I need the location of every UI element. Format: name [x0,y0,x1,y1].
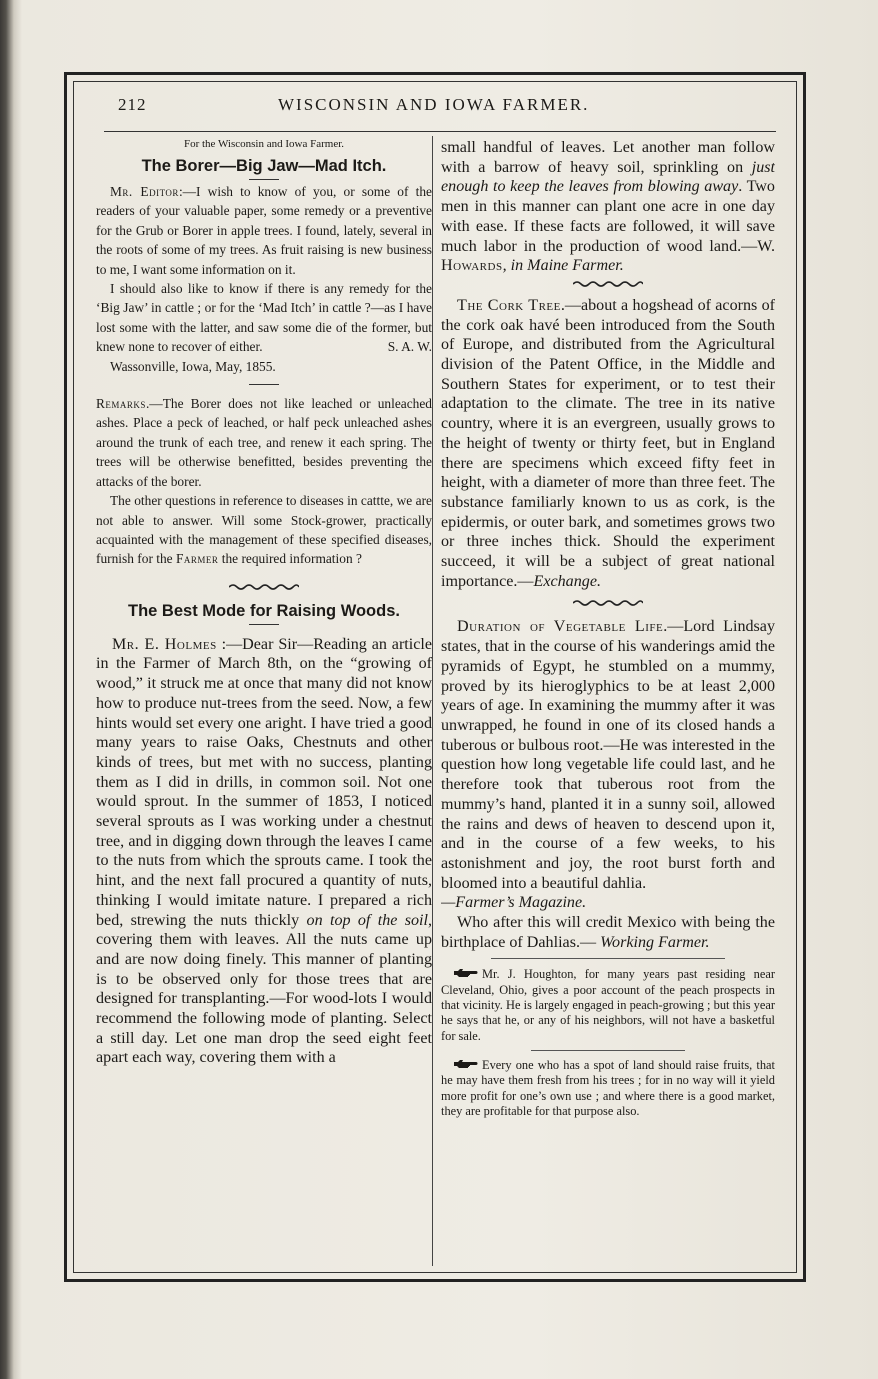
remarks-paragraph: The other questions in reference to diseases in cattte, we are not able to answer. Will some Stock-grower, practically acquainted with the management of these specified diseases, furnish for the Farmer the required information ? [96,493,432,567]
pointing-hand-icon [453,1059,479,1070]
article-body: small handful of leaves. Let another man follow with a barrow of heavy soil, sprinkling on just enough to keep the leaves from blowing away. Two men in this manner can plant one acre in one day with ease. If these facts are followed, it will save much labor in the production of wood land.—W. Howards, in Maine Farmer. [441,139,775,275]
article-body: Mr. E. Holmes :—Dear Sir—Reading an article in the Farmer of March 8th, on the “growing of wood,” it struck me at once that many did not know how to produce nut-trees from the seed. Now, a few hints would set every one aright. I have tried a good many years to raise Oaks, Chestnuts and other kinds of trees, but met with no success, planting them as I did in drills, in common soil. Not one would sprout. In the summer of 1853, I noticed several sprouts as I was working under a chestnut tree, and in digging down through the leaves I came to the nuts from which the sprouts came. I took the hint, and the next fall procured a quantity of nuts, thinking I would imitate nature. I prepared a rich bed, strewing the nuts thickly on top of the soil, covering them with leaves. All the nuts came up and are now doing finely. This manner of planting is to be observed only for those trees that are designed for transplanting.—For wood-lots I would recommend the following mode of planting. Select a still day. Let one man drop the seed eight feet apart each way, covering them with a [96,635,432,1067]
initials: S. A. W. [387,339,432,355]
section-title: The Cork Tree [457,296,561,314]
pointing-hand-icon [453,968,479,979]
wavy-ornament-icon [229,583,299,591]
remarks-paragraph: Remarks.—The Borer does not like leached or unleached ashes. Place a peck of leached, or half peck unleached ashes around the trunk of each tree, and renew it each spring. The trees will be otherwise benefitted, besides preventing the attacks of the borer. [96,396,432,489]
letter-paragraph: I should also like to know if there is any remedy for the ‘Big Jaw’ in cattle ; or for the ‘Mad Itch’ in cattle ?—as I have lost some with the latter, and saw some die of the former, but knew none to recover of either. S. A. W. [96,279,432,357]
salutation: Mr. E. Holmes [112,635,217,653]
left-column [96,138,432,1266]
section-rule [491,958,725,959]
letter-paragraph: Mr. Editor:—I wish to know of you, or some of the readers of your valuable paper, some remedy or a preventive for the Grub or Borer in apple trees. I found, lately, several in the roots of some of my trees. As fruit raising is new business to me, I want some information on it. [96,184,432,277]
short-rule [249,179,279,180]
article-woods [96,635,432,1068]
article-borer [96,182,432,569]
header-rule [104,131,776,132]
article-body: Duration of Vegetable Life.—Lord Lindsay states, that in the course of his wanderings amid the pyramids of Egypt, he stumbled on a mummy, proved by its hieroglyphics to be at least 2,000 years of age. In examining the mummy after it was unwrapped, he found in one of its closed hands a tuberous or bulbous root.—He was interested in the question how long vegetable life could last, and he therefore took that tuberous root from the mummy’s hand, planted it in a sunny soil, allowed the rains and dews of heaven to descend upon it, and in the course of a few weeks, to his astonishment and joy, the root burst forth and bloomed into a beautiful dahlia. —Farmer’s Magazine. [441,618,775,912]
article-cork-tree [441,296,775,592]
salutation: Mr. Editor [110,184,179,199]
note-fruits: Every one who has a spot of land should raise fruits, that he may have them fresh from his trees ; for in no way will it yield more profit for one’s own use ; and where there is a good market, they are profitable for that purpose also. [441,1057,775,1118]
credit-line: For the Wisconsin and Iowa Farmer. [183,138,345,150]
wavy-ornament-icon [573,599,643,607]
article-body: Who after this will credit Mexico with being the birthplace of Dahlias.— Working Farmer. [441,914,775,951]
continued-article [441,138,775,276]
source-credit: , in Maine Farmer. [502,257,624,275]
source-credit: —Farmer’s Magazine. [441,894,587,912]
article-headline-borer: The Borer—Big Jaw—Mad Itch. [141,157,387,175]
source-credit: Exchange. [533,572,601,590]
remarks-label: Remarks [96,396,146,412]
right-column [441,138,775,1266]
article-headline-woods: The Best Mode for Raising Woods. [128,601,400,620]
column-divider [432,136,433,1266]
running-header [118,95,778,123]
short-rule [249,384,279,385]
short-notes [441,967,775,1119]
journal-title: WISCONSIN AND IOWA FARMER. [278,95,590,114]
section-rule [531,1050,685,1051]
dateline: Wassonville, Iowa, May, 1855. [110,358,276,374]
section-title: Duration of Vegetable Life [457,618,664,636]
article-vegetable-life [441,617,775,952]
page-number: 212 [118,95,147,114]
wavy-ornament-icon [573,280,643,288]
note-houghton: Mr. J. Houghton, for many years past residing near Cleveland, Ohio, gives a poor account of the peach prospects in that vicinity. He is largely engaged in peach-growing ; but this year he says that he, or any of his neighbors, will not have a basketful for sale. [441,967,775,1043]
article-body: The Cork Tree.—about a hogshead of acorns of the cork oak havé been introduced from the South of Europe, and distributed from the Agricultural division of the Patent Office, in the Middle and Southern States for experiment, or to test their adaptation to the climate. The tree in its native country, where it is an evergreen, usually grows to the height of twenty or thirty feet, but in England there are specimens which exceed fifty feet in height, with a diameter of more than three feet. The substance familiarly known to us as cork, is the epidermis, or outer bark, and sometimes grows two or three inches thick. Should the experiment succeed, it will be a subject of great national importance.—Exchange. [441,296,775,590]
source-credit: Working Farmer. [600,933,710,951]
short-rule [249,624,279,625]
